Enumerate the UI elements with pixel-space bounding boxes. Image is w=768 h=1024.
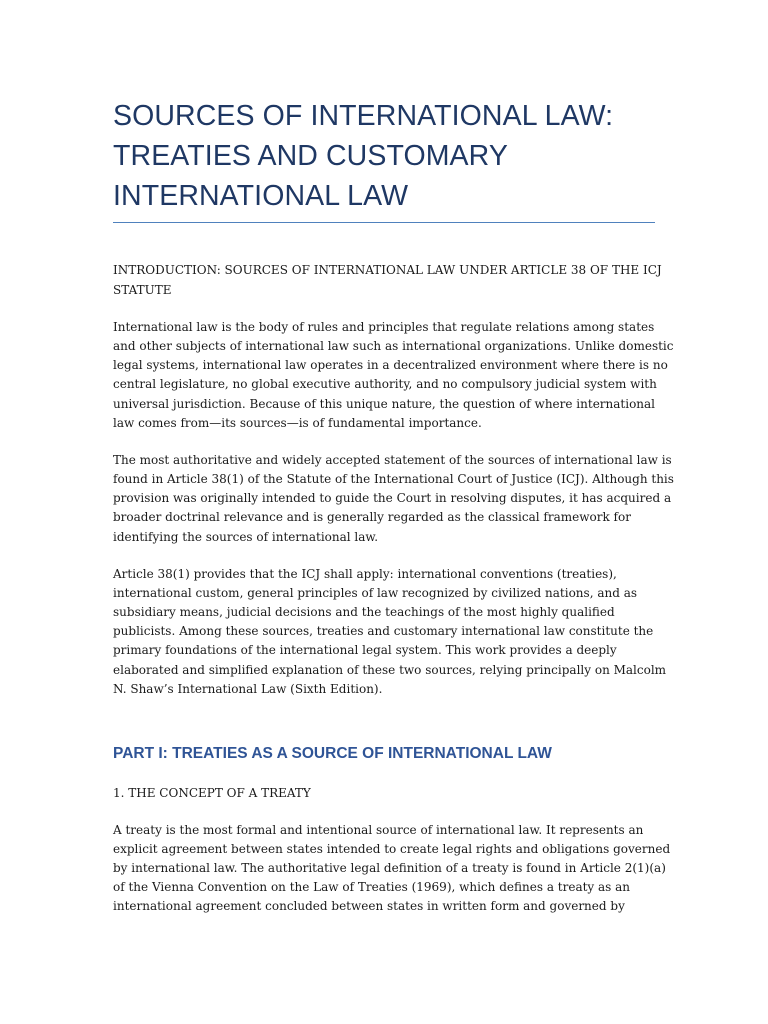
text-line: International law is the body of rules and principles that regulate relations among states xyxy=(113,320,655,334)
document-title xyxy=(113,96,655,223)
text-line: international custom, general principles of law recognized by civilized nations, and as xyxy=(113,585,638,600)
text-line: by international law. The authoritative legal definition of a treaty is found in Article 2(1)(a) xyxy=(113,861,666,876)
text-line: of the Vienna Convention on the Law of Treaties (1969), which defines a treaty as an xyxy=(113,880,631,895)
treaty-concept-heading: 1. THE CONCEPT OF A TREATY xyxy=(113,785,311,800)
text-line: and other subjects of international law such as international organizations. Unlike domestic xyxy=(113,339,674,354)
text-line: legal systems, international law operates in a decentralized environment where there is no xyxy=(113,358,668,373)
treaty-paragraph xyxy=(113,821,671,917)
intro-heading-line: INTRODUCTION: SOURCES OF INTERNATIONAL LAW UNDER ARTICLE 38 OF THE ICJ xyxy=(113,263,662,277)
document-page xyxy=(113,96,674,917)
text-line: provision was originally intended to guide the Court in resolving disputes, it has acquired a xyxy=(113,491,672,506)
intro-paragraph-3 xyxy=(113,565,667,699)
text-line: international agreement concluded between states in written form and governed by xyxy=(113,899,625,914)
title-line: TREATIES AND CUSTOMARY xyxy=(113,140,508,172)
title-line: SOURCES OF INTERNATIONAL LAW: xyxy=(113,100,614,132)
intro-heading-line: STATUTE xyxy=(113,282,172,297)
text-line: primary foundations of the international legal system. This work provides a deeply xyxy=(113,643,617,658)
text-line: Article 38(1) provides that the ICJ shall apply: international conventions (treaties), xyxy=(113,566,617,581)
part-one-heading: PART I: TREATIES AS A SOURCE OF INTERNATIONAL LAW xyxy=(113,744,552,762)
text-line: found in Article 38(1) of the Statute of the International Court of Justice (ICJ). Although this xyxy=(113,472,674,487)
intro-paragraph-1 xyxy=(113,318,674,433)
text-line: central legislature, no global executive authority, and no compulsory judicial system with xyxy=(113,377,657,392)
text-line: The most authoritative and widely accepted statement of the sources of international law is xyxy=(113,452,672,467)
title-line: INTERNATIONAL LAW xyxy=(113,180,409,212)
intro-paragraph-2 xyxy=(113,451,674,547)
text-line: A treaty is the most formal and intentional source of international law. It represents an xyxy=(113,822,644,837)
text-line: law comes from—its sources—is of fundamental importance. xyxy=(113,415,482,430)
introduction-heading xyxy=(113,261,662,300)
text-line: universal jurisdiction. Because of this unique nature, the question of where international xyxy=(113,396,656,411)
text-line: elaborated and simplified explanation of these two sources, relying principally on Malcolm xyxy=(113,662,667,677)
text-line: N. Shaw’s International Law (Sixth Edition). xyxy=(113,681,383,696)
text-line: broader doctrinal relevance and is generally regarded as the classical framework for xyxy=(113,510,631,525)
text-line: explicit agreement between states intended to create legal rights and obligations governed xyxy=(113,841,671,856)
text-line: subsidiary means, judicial decisions and the teachings of the most highly qualified xyxy=(113,605,615,620)
text-line: identifying the sources of international law. xyxy=(113,529,379,544)
text-line: publicists. Among these sources, treaties and customary international law constitute the xyxy=(113,624,654,639)
